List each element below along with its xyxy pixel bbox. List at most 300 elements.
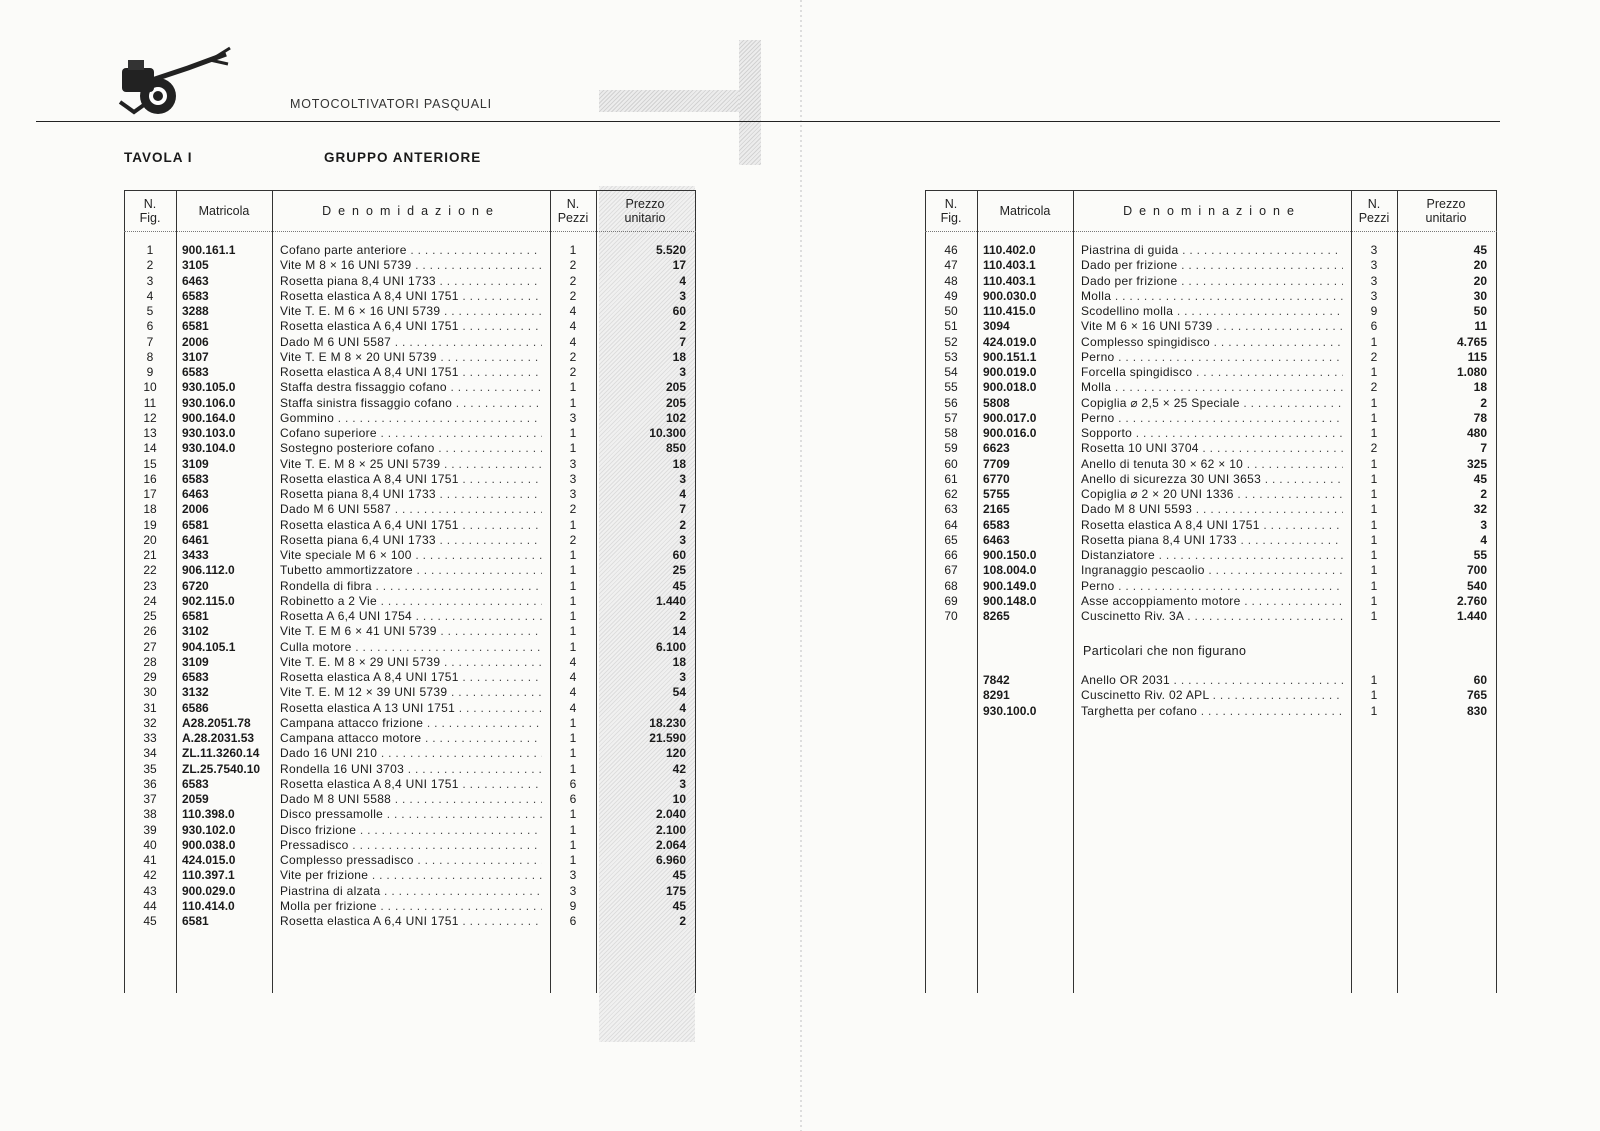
- watermark: [599, 90, 739, 112]
- cell-matricola: 900.017.0: [983, 410, 1037, 425]
- cell-matricola: 930.104.0: [182, 441, 236, 456]
- table-row: [925, 502, 1497, 517]
- cell-prezzo: 2.100: [655, 822, 686, 837]
- table-row: [124, 274, 696, 289]
- cell-pezzi: 1: [1370, 334, 1378, 349]
- cell-denominazione: Campana attacco motore . . .: [280, 731, 542, 746]
- cell-denominazione: Molla . . .: [1081, 380, 1343, 395]
- table-row: [925, 380, 1497, 395]
- cell-fig: 55: [944, 380, 958, 395]
- cell-matricola: 3102: [182, 624, 209, 639]
- table-row: [925, 472, 1497, 487]
- table-row: [124, 685, 696, 700]
- table-row: [124, 258, 696, 273]
- cell-pezzi: 3: [1370, 243, 1378, 257]
- cell-prezzo: 4.765: [1456, 334, 1487, 349]
- cell-prezzo: 45: [1473, 471, 1487, 486]
- cell-pezzi: 1: [569, 624, 577, 639]
- cell-matricola: A.28.2031.53: [182, 731, 255, 745]
- table-row: [124, 396, 696, 411]
- table-header: [124, 191, 696, 232]
- header-fig: N. Fig.: [139, 197, 161, 225]
- cell-fig: 4: [146, 288, 154, 303]
- cell-fig: 7: [146, 334, 154, 349]
- table-row: [124, 716, 696, 731]
- cell-pezzi: 1: [569, 609, 577, 623]
- cell-fig: 53: [944, 349, 958, 364]
- cell-denominazione: Piastrina di guida . . .: [1081, 243, 1343, 258]
- cell-pezzi: 1: [1370, 426, 1378, 440]
- table-row: [124, 335, 696, 350]
- table-row: [124, 563, 696, 578]
- cell-denominazione: Vite T. E. M 8 × 25 UNI 5739 . . .: [280, 457, 542, 472]
- table-row: [925, 243, 1497, 258]
- cell-pezzi: 3: [569, 868, 577, 883]
- cell-prezzo: 3: [679, 365, 686, 379]
- cell-prezzo: 60: [672, 548, 686, 562]
- cell-fig: 6: [146, 319, 154, 334]
- tiller-logo: [118, 46, 236, 118]
- cell-denominazione: Vite M 8 × 16 UNI 5739 . . .: [280, 258, 542, 273]
- table-row: [925, 396, 1497, 411]
- table-row: [925, 487, 1497, 502]
- table-row: [925, 365, 1497, 380]
- cell-prezzo: 25: [672, 563, 686, 578]
- cell-matricola: 6463: [182, 487, 209, 501]
- cell-matricola: 6581: [182, 517, 209, 532]
- header-matricola: Matricola: [999, 204, 1051, 218]
- table-row: [124, 365, 696, 380]
- cell-denominazione: Cuscinetto Riv. 3A . . .: [1081, 609, 1343, 624]
- table-row: [124, 731, 696, 746]
- cell-fig: 15: [143, 456, 157, 471]
- cell-fig: 40: [143, 837, 157, 852]
- cell-matricola: 3105: [182, 258, 209, 273]
- cell-pezzi: 1: [1370, 365, 1378, 379]
- cell-fig: 66: [944, 548, 958, 562]
- cell-matricola: 930.103.0: [182, 426, 236, 440]
- cell-fig: 1: [146, 243, 154, 257]
- cell-prezzo: 205: [665, 395, 686, 410]
- cell-prezzo: 18: [672, 349, 686, 364]
- cell-prezzo: 102: [665, 410, 686, 425]
- cell-prezzo: 55: [1473, 548, 1487, 562]
- brand-header: MOTOCOLTIVATORI PASQUALI: [290, 97, 492, 111]
- cell-matricola: 5808: [983, 395, 1010, 410]
- cell-denominazione: Anello di tenuta 30 × 62 × 10 . . .: [1081, 457, 1343, 472]
- table-row: [124, 914, 696, 929]
- cell-fig: 50: [944, 304, 958, 318]
- cell-prezzo: 700: [1466, 563, 1487, 578]
- cell-fig: 65: [944, 532, 958, 547]
- table-row: [925, 563, 1497, 578]
- cell-fig: 61: [944, 471, 958, 486]
- cell-denominazione: Vite per frizione . . .: [280, 868, 542, 883]
- header-prezzo: Prezzo unitario: [624, 197, 666, 225]
- cell-matricola: 900.038.0: [182, 837, 236, 852]
- cell-fig: 45: [143, 914, 157, 928]
- cell-prezzo: 5.520: [655, 243, 686, 257]
- cell-pezzi: 1: [569, 822, 577, 837]
- cell-fig: 19: [143, 517, 157, 532]
- table-row: [124, 792, 696, 807]
- cell-pezzi: 4: [569, 334, 577, 349]
- cell-denominazione: Dado M 6 UNI 5587 . . .: [280, 502, 542, 517]
- header-fig: N. Fig.: [940, 197, 962, 225]
- cell-fig: 39: [143, 822, 157, 837]
- cell-prezzo: 42: [672, 761, 686, 776]
- cell-matricola: 900.018.0: [983, 380, 1037, 395]
- cell-prezzo: 4: [679, 487, 686, 501]
- cell-denominazione: Rosetta elastica A 13 UNI 1751 . . .: [280, 701, 542, 716]
- cell-matricola: 6583: [182, 670, 209, 684]
- cell-pezzi: 3: [569, 456, 577, 471]
- cell-prezzo: 78: [1473, 410, 1487, 425]
- table-row: [124, 868, 696, 883]
- table-row: [124, 533, 696, 548]
- table-row: [925, 673, 1497, 688]
- cell-denominazione: Vite T. E. M 6 × 16 UNI 5739 . . .: [280, 304, 542, 319]
- cell-fig: 70: [944, 609, 958, 623]
- cell-fig: 33: [143, 731, 157, 745]
- cell-prezzo: 4: [1480, 532, 1487, 547]
- table-row: [124, 426, 696, 441]
- cell-matricola: 5755: [983, 487, 1010, 501]
- cell-pezzi: 2: [569, 365, 577, 379]
- cell-denominazione: Copiglia ⌀ 2 × 20 UNI 1336 . . .: [1081, 487, 1343, 502]
- table-row: [925, 350, 1497, 365]
- cell-matricola: 900.151.1: [983, 349, 1037, 364]
- cell-prezzo: 50: [1473, 304, 1487, 318]
- cell-fig: 23: [143, 578, 157, 593]
- cell-matricola: 110.415.0: [983, 304, 1036, 318]
- cell-pezzi: 2: [1370, 441, 1378, 456]
- cell-matricola: 108.004.0: [983, 563, 1037, 578]
- cell-fig: 11: [143, 395, 157, 410]
- cell-matricola: 6583: [182, 288, 209, 303]
- table-body: [925, 243, 1497, 624]
- page-fold: [800, 0, 802, 1131]
- cell-denominazione: Rosetta elastica A 6,4 UNI 1751 . . .: [280, 914, 542, 929]
- cell-fig: 36: [143, 776, 157, 791]
- parts-table-right: [925, 190, 1497, 993]
- cell-matricola: 6586: [182, 700, 209, 715]
- cell-matricola: 6463: [182, 273, 209, 288]
- cell-fig: 35: [143, 761, 157, 776]
- cell-pezzi: 1: [1370, 410, 1378, 425]
- cell-denominazione: Molla . . .: [1081, 289, 1343, 304]
- cell-denominazione: Cuscinetto Riv. 02 APL . . .: [1081, 688, 1343, 703]
- header-pezzi: N. Pezzi: [557, 197, 589, 225]
- cell-fig: 18: [143, 502, 157, 517]
- cell-pezzi: 3: [1370, 288, 1378, 303]
- cell-prezzo: 3: [1480, 517, 1487, 532]
- cell-matricola: 900.161.1: [182, 243, 236, 257]
- cell-matricola: 6583: [983, 517, 1010, 532]
- cell-pezzi: 3: [569, 487, 577, 501]
- cell-denominazione: Asse accoppiamento motore . . .: [1081, 594, 1343, 609]
- cell-matricola: 3132: [182, 685, 209, 700]
- table-row: [925, 609, 1497, 624]
- cell-prezzo: 120: [665, 746, 686, 761]
- cell-matricola: 3109: [182, 456, 209, 471]
- table-row: [124, 289, 696, 304]
- cell-prezzo: 2: [1480, 395, 1487, 410]
- table-row: [925, 704, 1497, 719]
- cell-fig: 14: [143, 441, 157, 456]
- cell-denominazione: Rosetta 10 UNI 3704 . . .: [1081, 441, 1343, 456]
- cell-pezzi: 4: [569, 654, 577, 669]
- cell-denominazione: Copiglia ⌀ 2,5 × 25 Speciale . . .: [1081, 396, 1343, 411]
- cell-fig: 20: [143, 532, 157, 547]
- watermark: [739, 40, 761, 165]
- cell-fig: 25: [143, 609, 157, 623]
- cell-prezzo: 18: [672, 654, 686, 669]
- table-row: [124, 441, 696, 456]
- cell-prezzo: 2: [679, 609, 686, 623]
- cell-denominazione: Rosetta elastica A 8,4 UNI 1751 . . .: [280, 365, 542, 380]
- cell-matricola: 6463: [983, 532, 1010, 547]
- cell-fig: 3: [146, 273, 154, 288]
- cell-matricola: 930.102.0: [182, 822, 236, 837]
- cell-pezzi: 1: [569, 441, 577, 456]
- cell-prezzo: 18: [1473, 380, 1487, 395]
- cell-pezzi: 1: [1370, 471, 1378, 486]
- cell-fig: 28: [143, 654, 157, 669]
- cell-denominazione: Anello di sicurezza 30 UNI 3653 . . .: [1081, 472, 1343, 487]
- cell-fig: 69: [944, 593, 958, 608]
- table-row: [124, 411, 696, 426]
- cell-fig: 57: [944, 410, 958, 425]
- cell-fig: 17: [143, 487, 157, 501]
- cell-fig: 58: [944, 426, 958, 440]
- table-row: [124, 807, 696, 822]
- cell-prezzo: 1.080: [1456, 365, 1487, 379]
- cell-fig: 13: [143, 426, 157, 440]
- cell-denominazione: Dado M 8 UNI 5588 . . .: [280, 792, 542, 807]
- plate-label: TAVOLA I: [124, 150, 193, 165]
- cell-denominazione: Ingranaggio pescaolio . . .: [1081, 563, 1343, 578]
- cell-prezzo: 3: [679, 670, 686, 684]
- cell-prezzo: 540: [1466, 578, 1487, 593]
- cell-fig: 32: [143, 715, 157, 730]
- cell-matricola: 424.019.0: [983, 334, 1037, 349]
- cell-prezzo: 2: [679, 517, 686, 532]
- cell-prezzo: 6.100: [655, 639, 686, 654]
- cell-denominazione: Rosetta piana 8,4 UNI 1733 . . .: [280, 487, 542, 502]
- table-row: [925, 304, 1497, 319]
- cell-matricola: 110.403.1: [983, 258, 1036, 273]
- cell-prezzo: 14: [672, 624, 686, 639]
- cell-fig: 56: [944, 395, 958, 410]
- cell-matricola: 7709: [983, 456, 1010, 471]
- table-row: [124, 594, 696, 609]
- cell-pezzi: 3: [569, 883, 577, 898]
- cell-pezzi: 1: [1370, 688, 1378, 703]
- cell-denominazione: Complesso pressadisco . . .: [280, 853, 542, 868]
- table-row: [124, 487, 696, 502]
- cell-pezzi: 1: [1370, 609, 1378, 623]
- cell-pezzi: 6: [569, 792, 577, 806]
- cell-matricola: 900.149.0: [983, 578, 1037, 593]
- table-row: [925, 441, 1497, 456]
- cell-denominazione: Staffa sinistra fissaggio cofano . . .: [280, 396, 542, 411]
- cell-fig: 51: [944, 319, 958, 334]
- cell-prezzo: 6.960: [655, 853, 686, 867]
- table-row: [925, 533, 1497, 548]
- cell-prezzo: 60: [1473, 673, 1487, 687]
- cell-pezzi: 1: [569, 731, 577, 745]
- cell-matricola: 906.112.0: [182, 563, 235, 578]
- cell-pezzi: 9: [1370, 304, 1378, 318]
- table-row: [124, 579, 696, 594]
- cell-fig: 42: [143, 868, 157, 883]
- cell-matricola: 900.164.0: [182, 410, 236, 425]
- cell-prezzo: 3: [679, 776, 686, 791]
- cell-denominazione: Cofano parte anteriore . . .: [280, 243, 542, 258]
- cell-prezzo: 3: [679, 288, 686, 303]
- cell-matricola: 900.150.0: [983, 548, 1037, 562]
- cell-matricola: 3107: [182, 349, 209, 364]
- cell-prezzo: 175: [665, 883, 686, 898]
- table-row: [124, 472, 696, 487]
- cell-prezzo: 3: [679, 532, 686, 547]
- cell-denominazione: Complesso spingidisco . . .: [1081, 335, 1343, 350]
- table-row: [925, 335, 1497, 350]
- cell-matricola: 902.115.0: [182, 593, 235, 608]
- table-row: [124, 502, 696, 517]
- cell-pezzi: 4: [569, 700, 577, 715]
- table-row: [925, 518, 1497, 533]
- cell-fig: 22: [143, 563, 157, 578]
- cell-fig: 37: [143, 792, 157, 806]
- cell-pezzi: 1: [569, 807, 577, 822]
- cell-denominazione: Rosetta elastica A 8,4 UNI 1751 . . .: [280, 670, 542, 685]
- cell-fig: 46: [944, 243, 958, 257]
- cell-fig: 10: [143, 380, 157, 395]
- cell-pezzi: 1: [569, 578, 577, 593]
- cell-matricola: 2006: [182, 334, 209, 349]
- parts-table-left: [124, 190, 696, 993]
- cell-pezzi: 1: [569, 715, 577, 730]
- header-pezzi: N. Pezzi: [1358, 197, 1390, 225]
- cell-pezzi: 2: [569, 532, 577, 547]
- cell-prezzo: 205: [665, 380, 686, 395]
- cell-pezzi: 1: [1370, 593, 1378, 608]
- cell-matricola: 930.105.0: [182, 380, 236, 395]
- cell-fig: 43: [143, 883, 157, 898]
- cell-pezzi: 1: [1370, 487, 1378, 501]
- cell-denominazione: Distanziatore . . .: [1081, 548, 1343, 563]
- cell-prezzo: 115: [1467, 349, 1487, 364]
- cell-pezzi: 1: [1370, 578, 1378, 593]
- cell-fig: 68: [944, 578, 958, 593]
- cell-pezzi: 1: [1370, 517, 1378, 532]
- table-row: [124, 319, 696, 334]
- cell-matricola: 6583: [182, 365, 209, 379]
- cell-prezzo: 20: [1473, 258, 1487, 273]
- cell-fig: 29: [143, 670, 157, 684]
- cell-fig: 31: [143, 700, 157, 715]
- cell-denominazione: Vite T. E. M 8 × 29 UNI 5739 . . .: [280, 655, 542, 670]
- cell-pezzi: 1: [1370, 456, 1378, 471]
- cell-prezzo: 10.300: [649, 426, 686, 440]
- cell-pezzi: 1: [569, 380, 577, 395]
- cell-fig: 64: [944, 517, 958, 532]
- cell-denominazione: Anello OR 2031 . . .: [1081, 673, 1343, 688]
- cell-denominazione: Dado 16 UNI 210 . . .: [280, 746, 542, 761]
- cell-denominazione: Dado M 8 UNI 5593 . . .: [1081, 502, 1343, 517]
- cell-matricola: 6623: [983, 441, 1010, 456]
- table-row: [925, 579, 1497, 594]
- cell-pezzi: 4: [569, 319, 577, 334]
- cell-matricola: 6581: [182, 914, 209, 928]
- cell-pezzi: 1: [1370, 673, 1378, 687]
- cell-fig: 34: [143, 746, 157, 761]
- cell-prezzo: 60: [672, 304, 686, 318]
- cell-prezzo: 17: [672, 258, 686, 273]
- cell-denominazione: Rondella di fibra . . .: [280, 579, 542, 594]
- cell-denominazione: Gommino . . .: [280, 411, 542, 426]
- cell-denominazione: Rosetta elastica A 6,4 UNI 1751 . . .: [280, 518, 542, 533]
- cell-pezzi: 6: [1370, 319, 1378, 334]
- cell-matricola: 424.015.0: [182, 853, 236, 867]
- cell-prezzo: 7: [679, 334, 686, 349]
- cell-fig: 26: [143, 624, 157, 639]
- cell-prezzo: 850: [665, 441, 686, 456]
- table-row: [124, 350, 696, 365]
- cell-prezzo: 1.440: [1456, 609, 1487, 623]
- cell-pezzi: 3: [1370, 273, 1378, 288]
- cell-denominazione: Disco frizione . . .: [280, 823, 542, 838]
- cell-pezzi: 1: [569, 746, 577, 761]
- cell-denominazione: Vite T. E M 8 × 20 UNI 5739 . . .: [280, 350, 542, 365]
- table-row: [925, 594, 1497, 609]
- cell-prezzo: 21.590: [649, 731, 686, 745]
- cell-pezzi: 1: [569, 853, 577, 867]
- cell-pezzi: 2: [1370, 349, 1378, 364]
- cell-denominazione: Sostegno posteriore cofano . . .: [280, 441, 542, 456]
- cell-pezzi: 3: [569, 471, 577, 486]
- cell-pezzi: 1: [1370, 563, 1378, 578]
- cell-prezzo: 2.040: [655, 807, 686, 822]
- table-row: [124, 777, 696, 792]
- cell-denominazione: Vite M 6 × 16 UNI 5739 . . .: [1081, 319, 1343, 334]
- cell-prezzo: 30: [1473, 288, 1487, 303]
- table-row: [124, 701, 696, 716]
- cell-matricola: 8291: [983, 688, 1010, 703]
- table-row: [925, 411, 1497, 426]
- table-row: [124, 609, 696, 624]
- cell-prezzo: 2: [1480, 487, 1487, 501]
- cell-pezzi: 4: [569, 304, 577, 318]
- cell-denominazione: Rosetta elastica A 8,4 UNI 1751 . . .: [1081, 518, 1343, 533]
- cell-denominazione: Molla per frizione . . .: [280, 899, 542, 914]
- cell-prezzo: 54: [672, 685, 686, 700]
- cell-denominazione: Forcella spingidisco . . .: [1081, 365, 1343, 380]
- cell-pezzi: 1: [569, 837, 577, 852]
- cell-fig: 67: [944, 563, 958, 578]
- cell-prezzo: 7: [679, 502, 686, 517]
- cell-pezzi: 1: [569, 639, 577, 654]
- cell-matricola: 7842: [983, 673, 1010, 687]
- cell-pezzi: 1: [569, 517, 577, 532]
- cell-pezzi: 3: [1370, 258, 1378, 273]
- cell-pezzi: 1: [1370, 395, 1378, 410]
- cell-denominazione: Rosetta A 6,4 UNI 1754 . . .: [280, 609, 542, 624]
- cell-matricola: 6461: [182, 532, 209, 547]
- cell-denominazione: Robinetto a 2 Vie . . .: [280, 594, 542, 609]
